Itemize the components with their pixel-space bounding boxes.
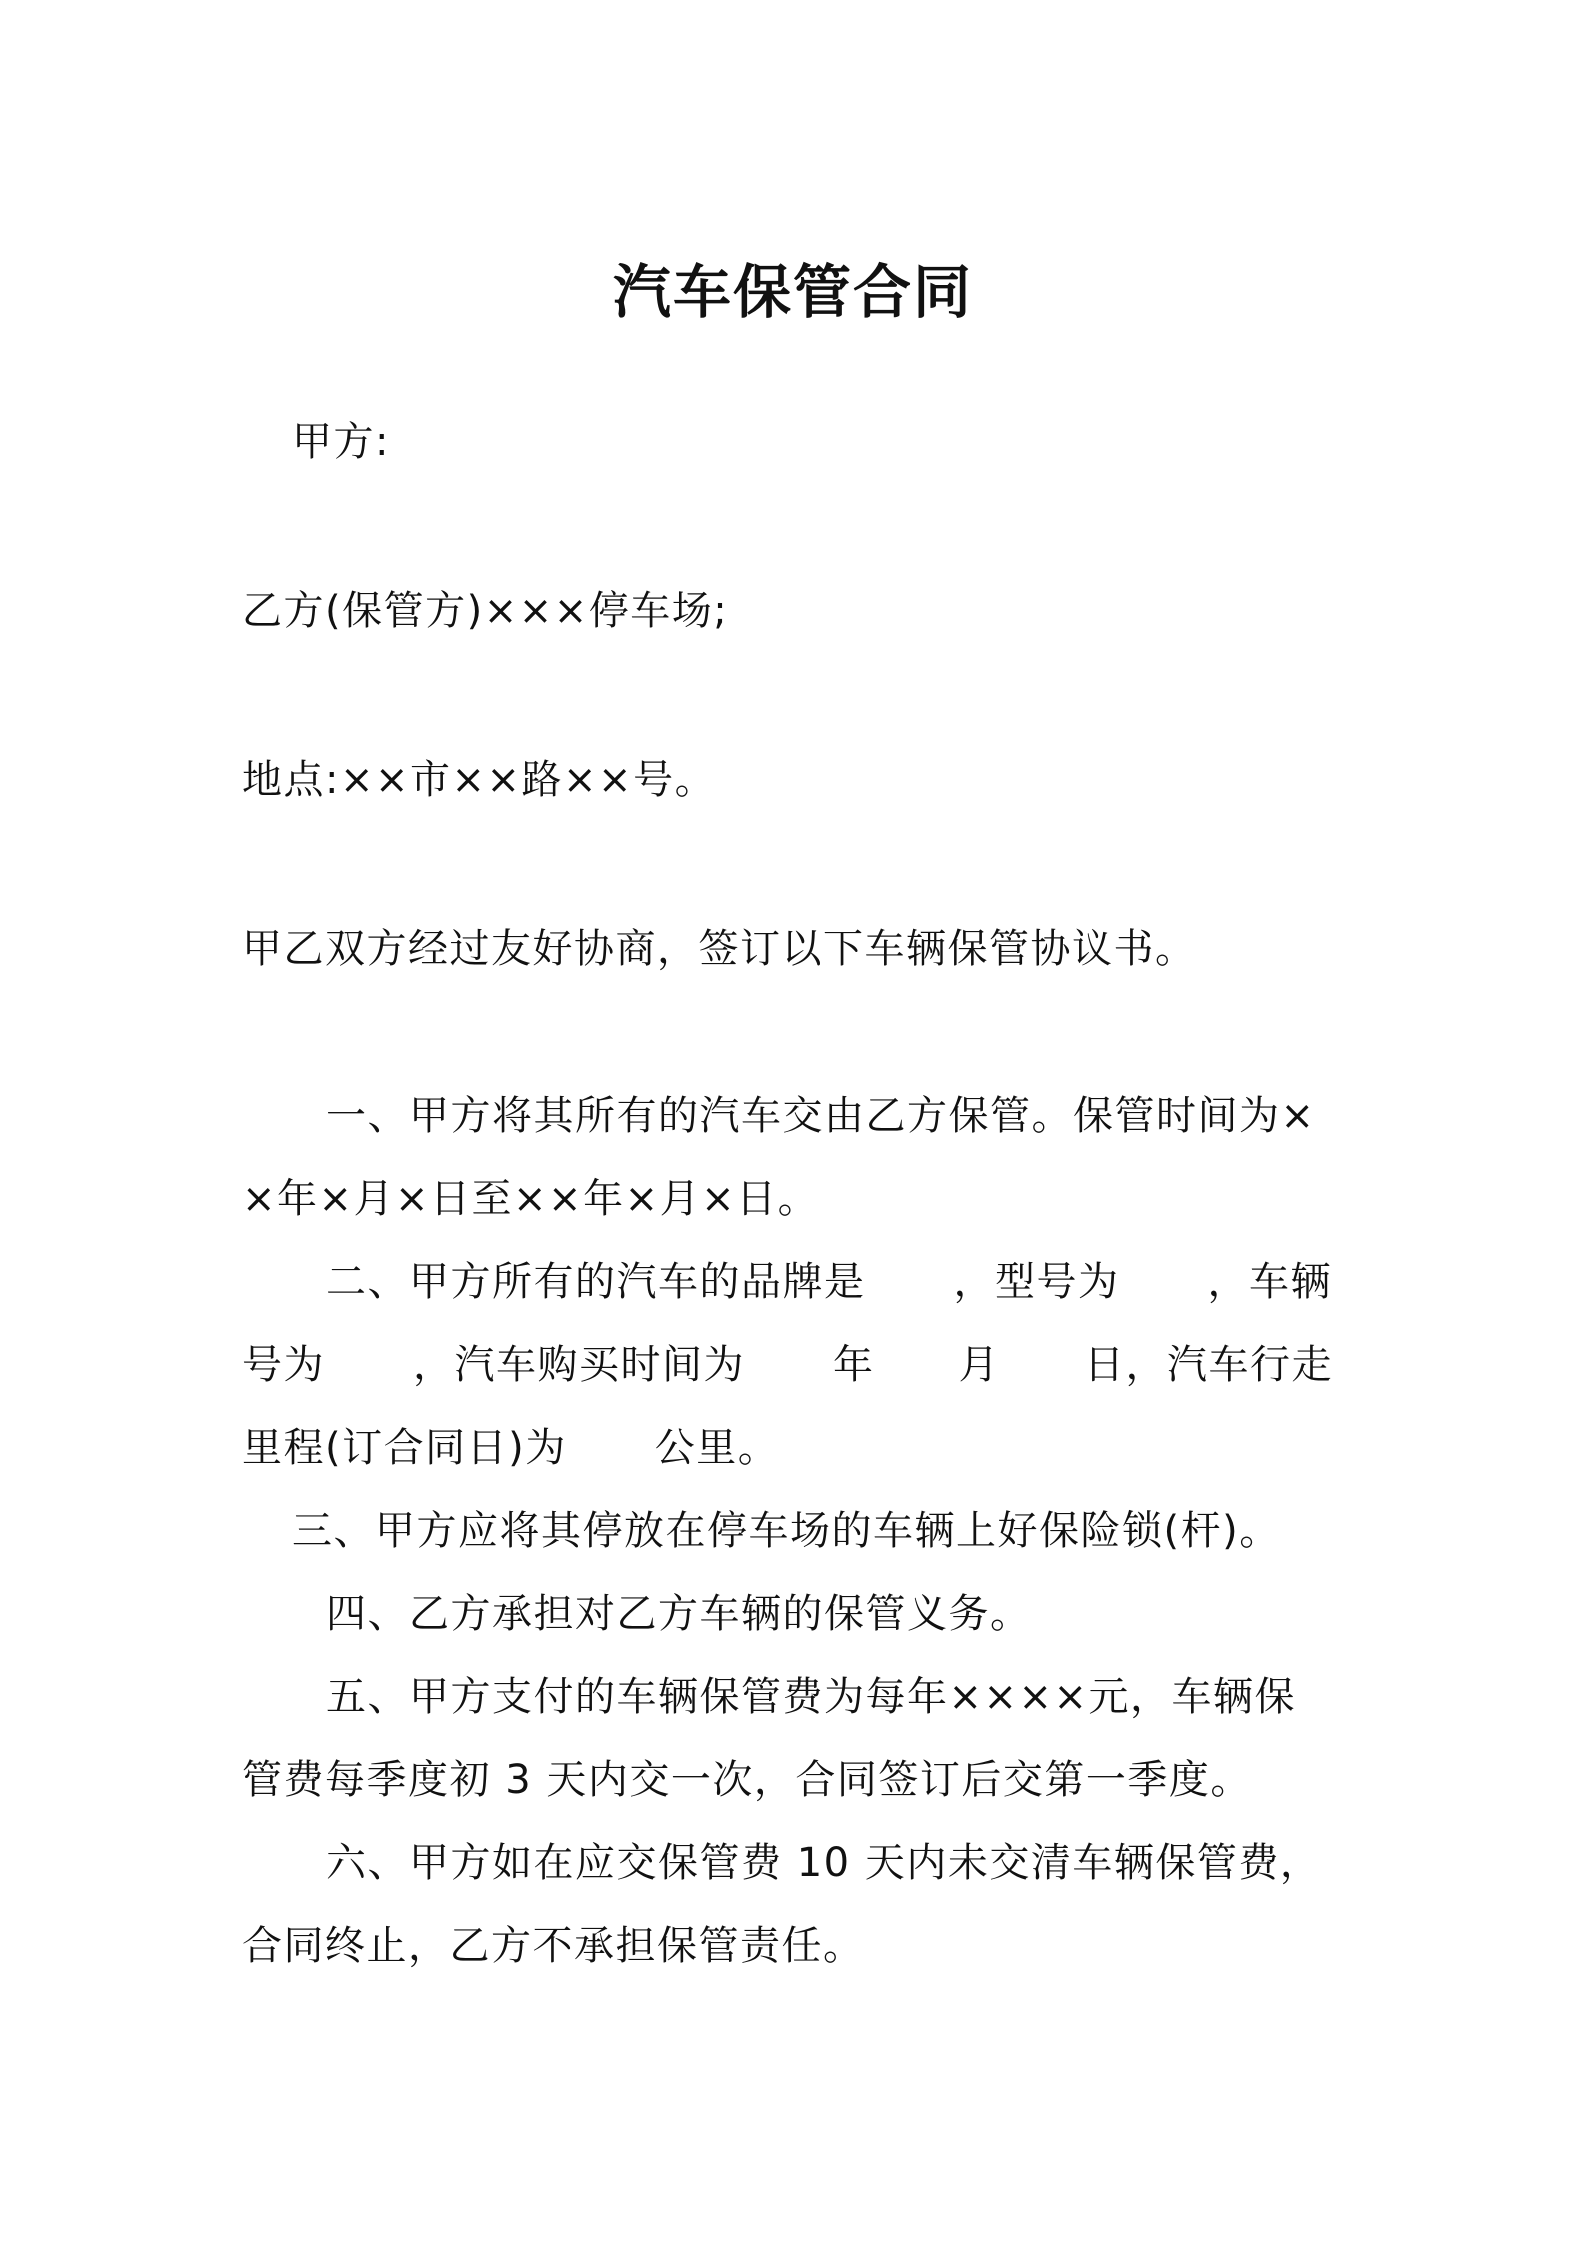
clause-2-month-label: 月 — [958, 1342, 1000, 1388]
clause-5-line-1: 五、甲方支付的车辆保管费为每年××××元，车辆保 — [326, 1674, 1297, 1720]
clause-1-line-2: ×年×月×日至××年×月×日。 — [242, 1176, 820, 1222]
clause-2-km-label: 公里。 — [654, 1425, 780, 1471]
clause-2-brand-label: 二、甲方所有的汽车的品牌是 — [326, 1259, 866, 1305]
clause-2-purchase-label: ，汽车购买时间为 — [413, 1342, 745, 1388]
clause-2-plate-label: 号为 — [242, 1342, 325, 1388]
clause-2-line-2 — [242, 1337, 1333, 1393]
document-title: 汽车保管合同 — [612, 258, 973, 326]
clause-2-model-label: ，型号为 — [953, 1259, 1120, 1305]
clause-2-line-1 — [326, 1254, 1332, 1310]
clause-6-line-1: 六、甲方如在应交保管费 10 天内未交清车辆保管费， — [326, 1840, 1322, 1886]
clause-2-mileage-label: 里程(订合同日)为 — [242, 1425, 567, 1471]
party-a-line: 甲方: — [292, 419, 390, 465]
clause-2-day-label: 日，汽车行走 — [1084, 1342, 1333, 1388]
location-line: 地点:××市××路××号。 — [242, 757, 717, 803]
clause-6-line-2: 合同终止，乙方不承担保管责任。 — [242, 1923, 865, 1969]
party-b-line: 乙方(保管方)×××停车场; — [242, 588, 729, 634]
clause-2-vehicle-label: ，车辆 — [1207, 1259, 1332, 1305]
clause-3-line: 三、甲方应将其停放在停车场的车辆上好保险锁(杆)。 — [292, 1508, 1281, 1554]
clause-2-year-label: 年 — [833, 1342, 875, 1388]
intro-line: 甲乙双方经过友好协商，签订以下车辆保管协议书。 — [242, 926, 1197, 972]
clause-2-line-3 — [242, 1420, 779, 1476]
clause-1-line-1: 一、甲方将其所有的汽车交由乙方保管。保管时间为× — [326, 1093, 1316, 1139]
clause-4-line: 四、乙方承担对乙方车辆的保管义务。 — [326, 1591, 1032, 1637]
clause-5-line-2: 管费每季度初 3 天内交一次，合同签订后交第一季度。 — [242, 1757, 1252, 1803]
